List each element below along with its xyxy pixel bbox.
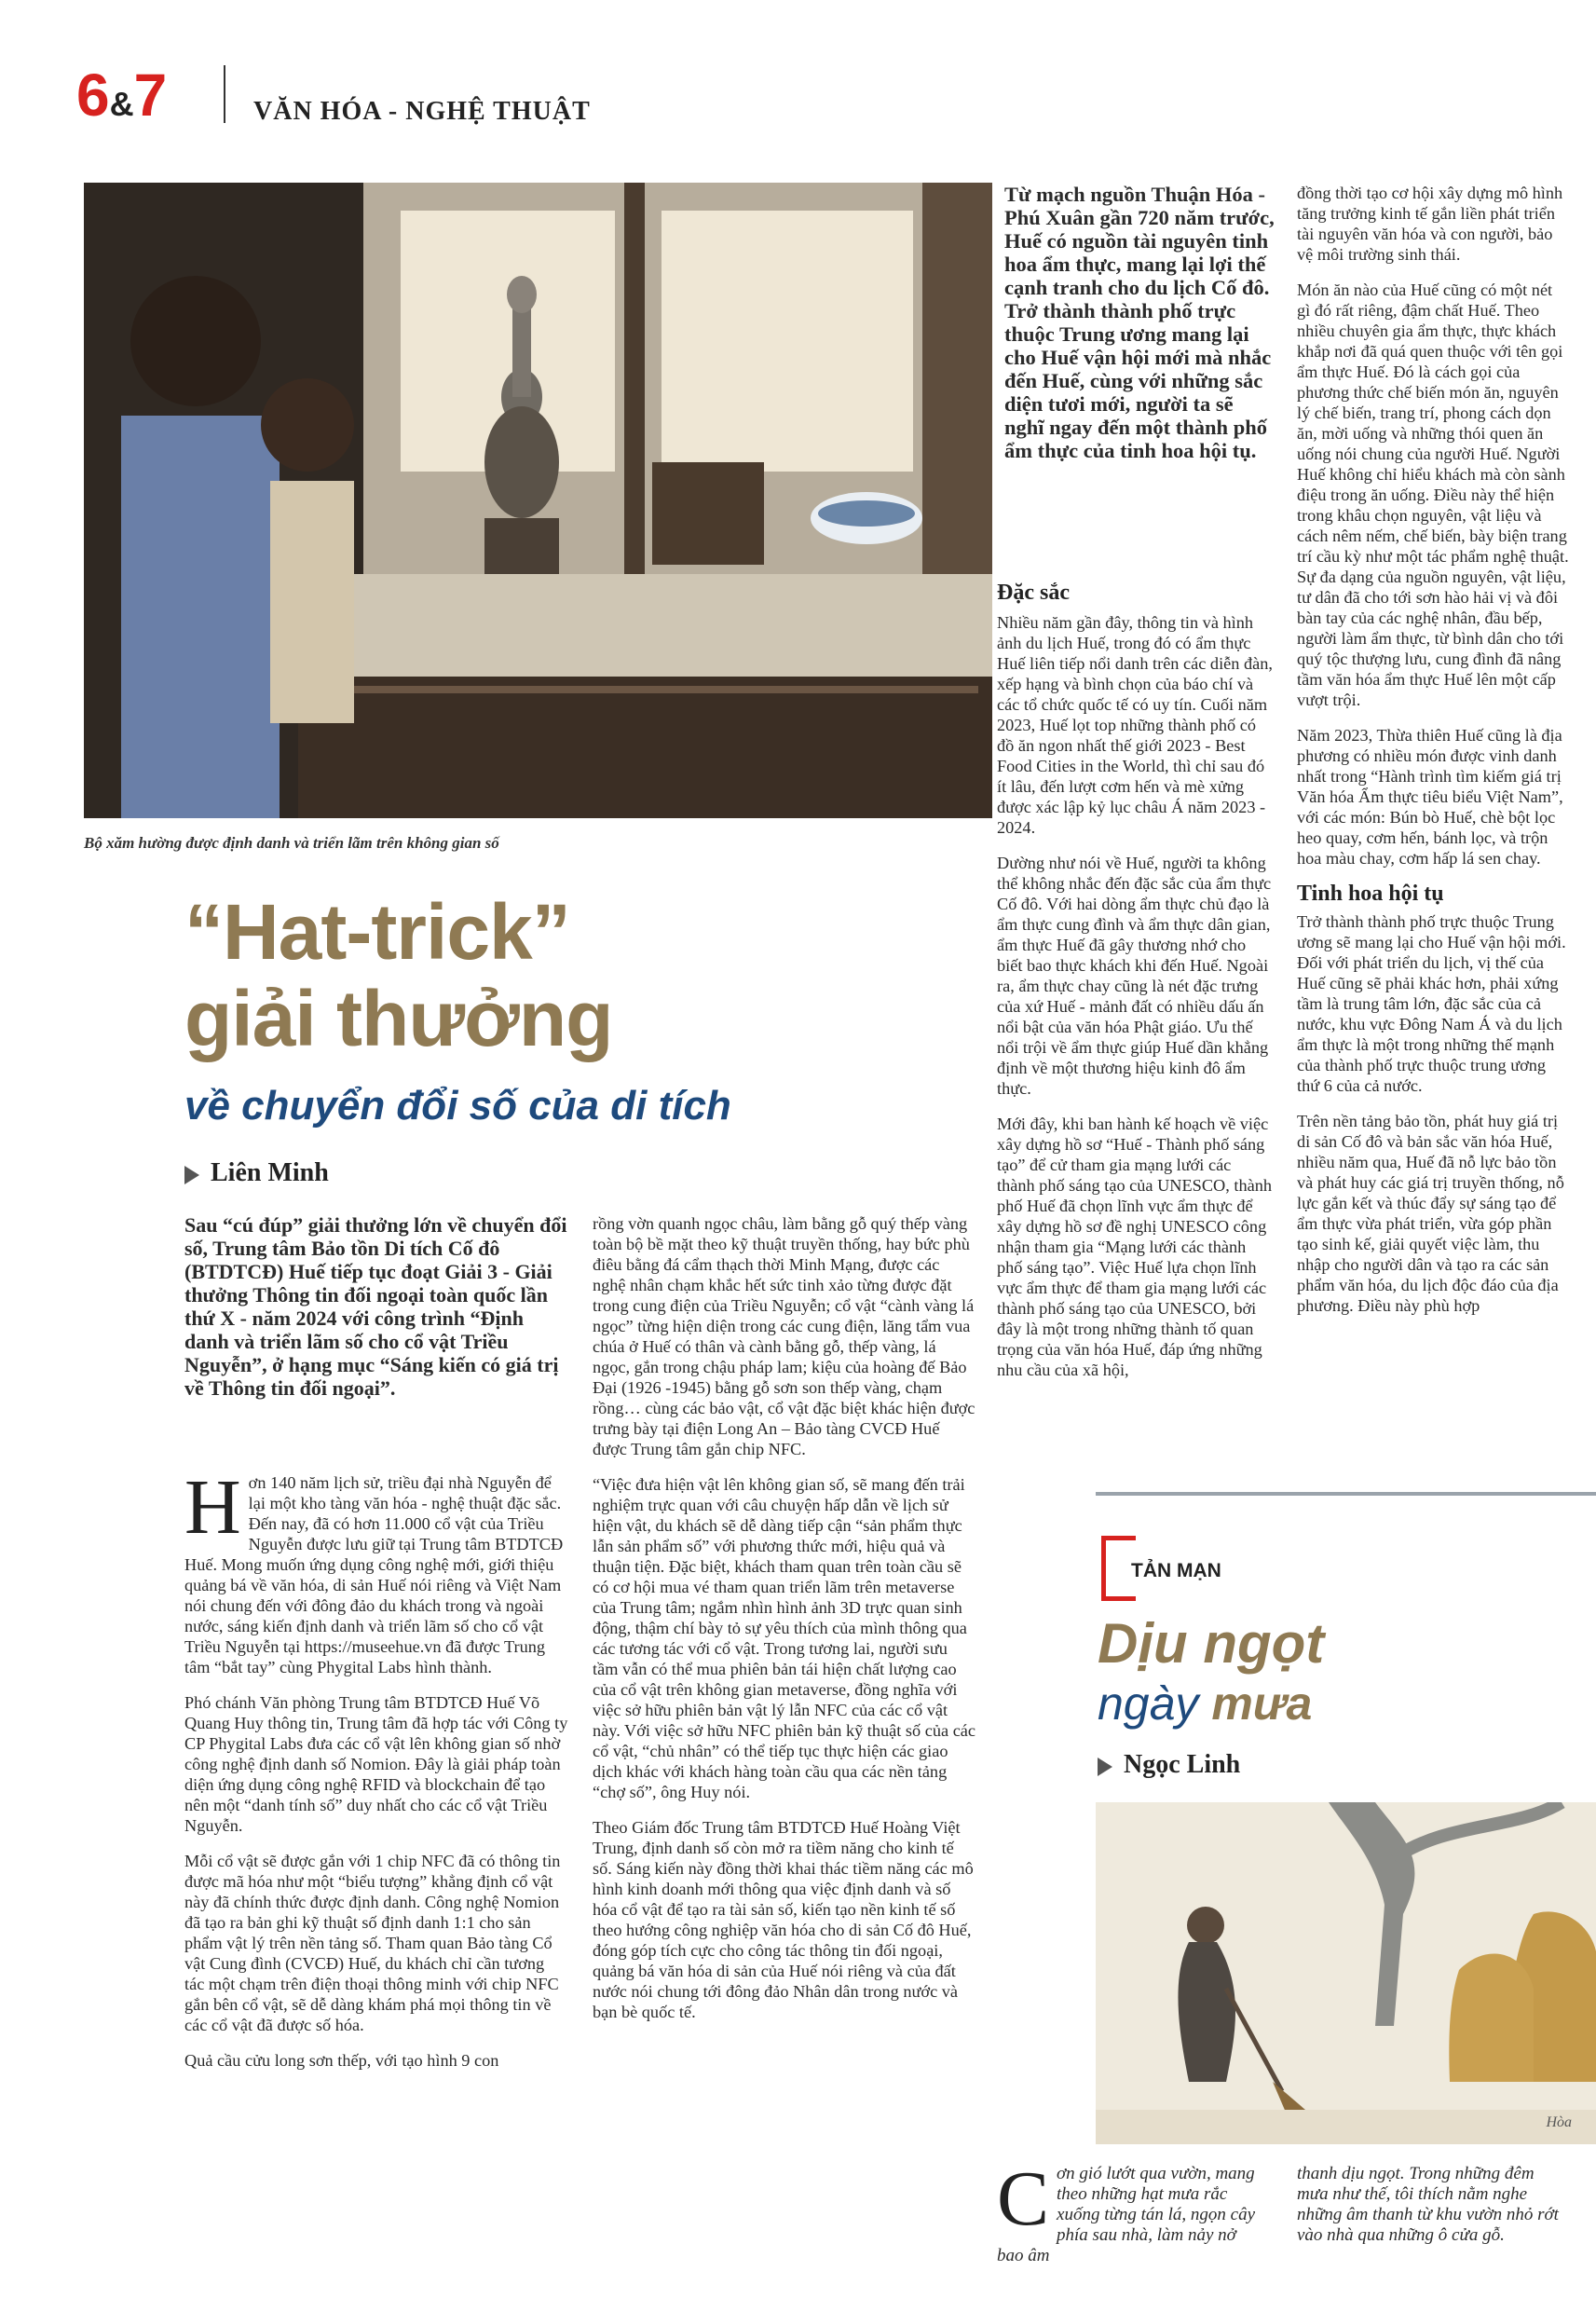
essay-byline: Ngọc Linh [1098, 1750, 1240, 1780]
article-paragraph: Mỗi cổ vật sẽ được gắn với 1 chip NFC đã có thông tin được mã hóa như một “biểu tượng” khẳng định cổ vật này đã chính thức được định danh. Công nghệ Nomion đã tạo ra bản ghi kỹ thuật số định danh 1:1 cho sản phẩm vật lý trên nền tảng số. Tham quan Bảo tàng Cổ vật Cung đình (CVCĐ) Huế, du khách chỉ cần tương tác một chạm trên điện thoại thông minh với chip NFC gắn bên cổ vật, sẽ dễ dàng khám phá mọi thông tin về các cổ vật đã được số hóa. [184, 1852, 561, 2034]
food-paragraph: Nhiều năm gần đây, thông tin và hình ảnh du lịch Huế, trong đó có ẩm thực Huế liên tiếp nổi danh trên các diễn đàn, xếp hạng và bình chọn của báo chí và các tổ chức quốc tế có uy tín. Cuối năm 2023, Huế lọt top những thành phố có đồ ăn ngon nhất thế giới 2023 - Best Food Cities in the World, thì chỉ sau đó ít lâu, đến lượt cơm hến và mè xửng được xác lập kỷ lục châu Á năm 2023 - 2024. [997, 613, 1273, 837]
article-paragraph: Phó chánh Văn phòng Trung tâm BTDTCĐ Huế Võ Quang Huy thông tin, Trung tâm đã hợp tác với Công ty CP Phygital Labs đưa các cổ vật lên không gian số nhờ công nghệ định danh số Nomion. Đây là giải pháp toàn diện ứng dụng công nghệ RFID và blockchain để tạo nên một “danh tính số” duy nhất cho các cổ vật Triều Nguyễn. [184, 1693, 568, 1835]
illustration-signature: Hòa [1546, 2114, 1572, 2130]
subhead-dac-sac: Đặc sắc [997, 581, 1070, 605]
article-paragraph: Quả cầu cửu long sơn thếp, với tạo hình 9 con [184, 2051, 499, 2070]
food-paragraph: Món ăn nào của Huế cũng có một nét gì đó rất riêng, đậm chất Huế. Theo nhiều chuyên gia ẩm thực, thực khách khắp nơi đã quá quen thuộc với tên gọi ẩm thực Huế. Đó là cách gọi của phương thức chế biến món ăn, nguyên lý chế biến, trang trí, phong cách dọn ăn, mời uống và những thói quen ăn uống nói chung của người Huế. Người Huế không chỉ hiểu khách mà còn sành điệu trong ăn uống. Điều này thể hiện trong khâu chọn nguyên, vật liệu và cách nêm nếm, chế biến, bày biện trang trí cầu kỳ như một tác phẩm nghệ thuật. Sự đa dạng của nguồn nguyên, vật liệu, tư dân đã cho tới sơn hào hải vị và đôi bàn tay của các nghệ nhân, đầu bếp, người làm ẩm thực, từ bình dân cho tới quý tộc thượng lưu, cung đình đã nâng tầm văn hóa ẩm thực Huế lên một cấp vượt trội. [1297, 280, 1569, 709]
photo-caption: Bộ xăm hường được định danh và triển lãm trên không gian số [84, 834, 499, 852]
food-paragraph: Trên nền tảng bảo tồn, phát huy giá trị di sản Cố đô và bản sắc văn hóa Huế, nhiều năm qua, Huế đã nỗ lực bảo tồn và phát huy các giá trị truyền thống, nỗ lực gắn kết và thúc đẩy sự sáng tạo để ẩm thực vừa phát triển, vừa góp phần tạo sinh kế, giải quyết việc làm, thu nhập cho người dân và tạo ra các sản phẩm văn hóa, du lịch độc đáo của địa phương. Điều này phù hợp [1297, 1112, 1564, 1315]
byline-arrow-icon [1098, 1758, 1112, 1776]
article-paragraph: Theo Giám đốc Trung tâm BTDTCĐ Huế Hoàng Việt Trung, định danh số còn mở ra tiềm năng cho kinh tế số. Sáng kiến này đồng thời khai thác tiềm năng các mô hình kinh doanh mới thông qua việc định danh và số hóa cổ vật để tạo ra tài sản số, kiến tạo nền kinh tế số theo hướng công nghiệp văn hóa cho di sản Cố đô Huế, đóng góp tích cực cho công tác thông tin đối ngoại, quảng bá văn hóa di sản của Huế nói riêng và của đất nước nói chung tới đông đảo Nhân dân trong nước và bạn bè quốc tế. [593, 1818, 974, 2021]
headline-line-1: “Hat-trick” [184, 888, 570, 976]
article-byline: Liên Minh [184, 1158, 329, 1188]
food-paragraph: Mới đây, khi ban hành kế hoạch về việc xây dựng hồ sơ “Huế - Thành phố sáng tạo” để cử tham gia mạng lưới các thành phố sáng tạo của UNESCO, thành phố Huế đã chọn lĩnh vực ẩm thực để xây dựng hồ sơ đề nghị UNESCO công nhận tham gia “Mạng lưới các thành phố sáng tạo”. Việc Huế lựa chọn lĩnh vực ẩm thực để tham gia mạng lưới các thành phố sáng tạo của UNESCO, bởi đây là một trong những thành tố quan trọng của văn hóa Huế, đáp ứng những nhu cầu của xã hội, [997, 1115, 1272, 1379]
museum-photo [84, 183, 992, 818]
food-column-2 [1297, 183, 1569, 1331]
headline-line-2: giải thưởng [184, 975, 613, 1062]
food-paragraph: Trở thành thành phố trực thuộc Trung ương sẽ mang lại cho Huế vận hội mới. Đối với phát triển du lịch, vị thế của Huế cũng sẽ phải khác hơn, phải xứng tầm là trung tâm lớn, đặc sắc của cả nước, khu vực Đông Nam Á và du lịch ẩm thực là một trong những thế mạnh của thành phố trực thuộc trung ương thứ 6 của cả nước. [1297, 912, 1566, 1095]
essay-title-line-1: Dịu ngọt [1098, 1612, 1325, 1675]
subhead-tinh-hoa: Tinh hoa hội tụ [1297, 882, 1444, 906]
article-lead: Sau “cú đúp” giải thưởng lớn về chuyển đổi số, Trung tâm Bảo tồn Di tích Cố đô (BTDTCĐ) Huế tiếp tục đoạt Giải 3 - Giải thưởng Thông tin đối ngoại toàn quốc lần thứ X - năm 2024 với công trình “Định danh và triển lãm số cho cổ vật Triều Nguyễn”, ở hạng mục “Sáng kiến có giá trị về Thông tin đối ngoại”. [184, 1213, 567, 1400]
food-intro: Từ mạch nguồn Thuận Hóa - Phú Xuân gần 720 năm trước, Huế có nguồn tài nguyên tinh hoa ẩm thực, mang lại lợi thế cạnh tranh cho du lịch Cố đô. Trở thành thành phố trực thuộc Trung ương mang lại cho Huế vận hội mới mà nhắc đến Huế, cùng với những sắc diện tươi mới, người ta sẽ nghĩ ngay đến một thành phố ẩm thực của tinh hoa hội tụ. [1004, 183, 1275, 462]
article-paragraph: Hơn 140 năm lịch sử, triều đại nhà Nguyễn để lại một kho tàng văn hóa - nghệ thuật đặc sắc. Đến nay, đã có hơn 11.000 cổ vật của Triều Nguyễn được lưu giữ tại Trung tâm BTDTCĐ Huế. Mong muốn ứng dụng công nghệ mới, giới thiệu quảng bá về văn hóa, di sản Huế nói riêng và Việt Nam nói chung đến với đông đảo du khách trong và ngoài nước, sáng kiến định danh và triển lãm số cho cổ vật Triều Nguyễn tại https://museehue.vn đã được Trung tâm “bắt tay” cùng Phygital Labs hình thành. [184, 1464, 564, 1676]
section-title: VĂN HÓA - NGHỆ THUẬT [253, 97, 591, 126]
essay-tag: TẢN MẠN [1131, 1560, 1221, 1581]
food-paragraph: Năm 2023, Thừa thiên Huế cũng là địa phương có nhiều món được vinh danh nhất trong “Hành trình tìm kiếm giá trị Văn hóa Ẩm thực tiêu biểu Việt Nam”, với các món: Bún bò Huế, chè bột lọc heo quay, cơm hến, bánh lọc, và trộn hoa màu chay, cơm hấp lá sen chay. [1297, 726, 1563, 868]
article-dropcap: H [184, 1464, 241, 1551]
food-column-1 [997, 582, 1273, 1395]
section-divider [1096, 1492, 1596, 1496]
food-paragraph: đồng thời tạo cơ hội xây dựng mô hình tăng trưởng kinh tế gắn liền phát triển tài nguyên văn hóa và con người, bảo vệ môi trường sinh thái. [1297, 184, 1563, 264]
essay-column-2: thanh dịu ngọt. Trong những đêm mưa như thế, tôi thích nằm nghe những âm thanh từ khu vườn nhỏ rớt vào nhà qua những ô cửa gỗ. [1297, 2164, 1559, 2245]
essay-title-line-2: ngày mưa [1098, 1677, 1313, 1730]
essay-column-1: Cơn gió lướt qua vườn, mang theo những hạt mưa rắc xuống từng tán lá, ngọn cây phía sau nhà, làm nảy nở bao âm [997, 2155, 1256, 2265]
essay-illustration [1096, 1802, 1596, 2144]
headline-subtitle: về chuyển đổi số của di tích [184, 1083, 731, 1129]
article-paragraph: rồng vờn quanh ngọc châu, làm bằng gỗ quý thếp vàng toàn bộ bề mặt theo kỹ thuật truyền thống, hay bức phù điêu bằng đá cẩm thạch thời Minh Mạng, được các nghệ nhân chạm khắc hết sức tinh xảo từng được đặt trong cung điện của Triều Nguyễn; cổ vật “cành vàng lá ngọc” từng hiện diện trong các cung điện, lăng tẩm vua chúa ở Huế có thân và cành bằng gỗ, thếp vàng, lá ngọc, gắn trong chậu pháp lam; kiệu của hoàng đế Bảo Đại (1926 -1945) bằng gỗ sơn son thếp vàng, chạm rồng… cùng các bảo vật, cổ vật đặc biệt khác hiện được trưng bày tại điện Long An – Bảo tàng CVCĐ Huế được Trung tâm gắn chip NFC. [593, 1214, 975, 1458]
article-column-1 [184, 1464, 568, 2086]
header-divider [224, 65, 225, 123]
byline-arrow-icon [184, 1166, 199, 1184]
food-paragraph: Dường như nói về Huế, người ta không thể không nhắc đến đặc sắc của ẩm thực Cố đô. Với hai dòng ẩm thực chủ đạo là ẩm thực cung đình và ẩm thực dân gian, ẩm thực Huế đã gây thương nhớ cho biết bao thực khách khi đến Huế. Ngoài ra, ẩm thực chay cũng là nét đặc trưng của xứ Huế - mảnh đất có nhiều dấu ấn nổi bật của văn hóa Phật giáo. Ưu thế nổi trội về ẩm thực giúp Huế dần khẳng định về một thương hiệu kinh đô ẩm thực. [997, 854, 1272, 1098]
essay-dropcap: C [997, 2155, 1050, 2242]
page-number: 6&7 [76, 62, 168, 129]
article-column-2 [593, 1213, 976, 2037]
article-paragraph: “Việc đưa hiện vật lên không gian số, sẽ mang đến trải nghiệm trực quan với câu chuyện hấp dẫn về lịch sử hiện vật, du khách sẽ dễ dàng tiếp cận “sản phẩm thực lẫn sản phẩm số” với phương thức mới, hiệu quả và thuận tiện. Đặc biệt, khách tham quan trên toàn cầu sẽ có cơ hội mua vé tham quan triển lãm trên metaverse của Trung tâm; ngắm nhìn hình ảnh 3D trực quan sinh động, thậm chí bày tỏ sự yêu thích của mình thông qua các tương tác với cổ vật. Trong tương lai, người sưu tầm vẫn có thể mua phiên bản tái hiện chất lượng cao của cổ vật trên không gian metaverse, đồng nghĩa với việc sở hữu phiên bản vật lý lẫn NFC của các cổ vật này. Với việc sở hữu NFC phiên bản kỹ thuật số của các cổ vật, “chủ nhân” có thể tiếp tục thực hiện các giao dịch khác với khách hàng toàn cầu qua các nền tảng “chợ số”, ông Huy nói. [593, 1475, 976, 1801]
